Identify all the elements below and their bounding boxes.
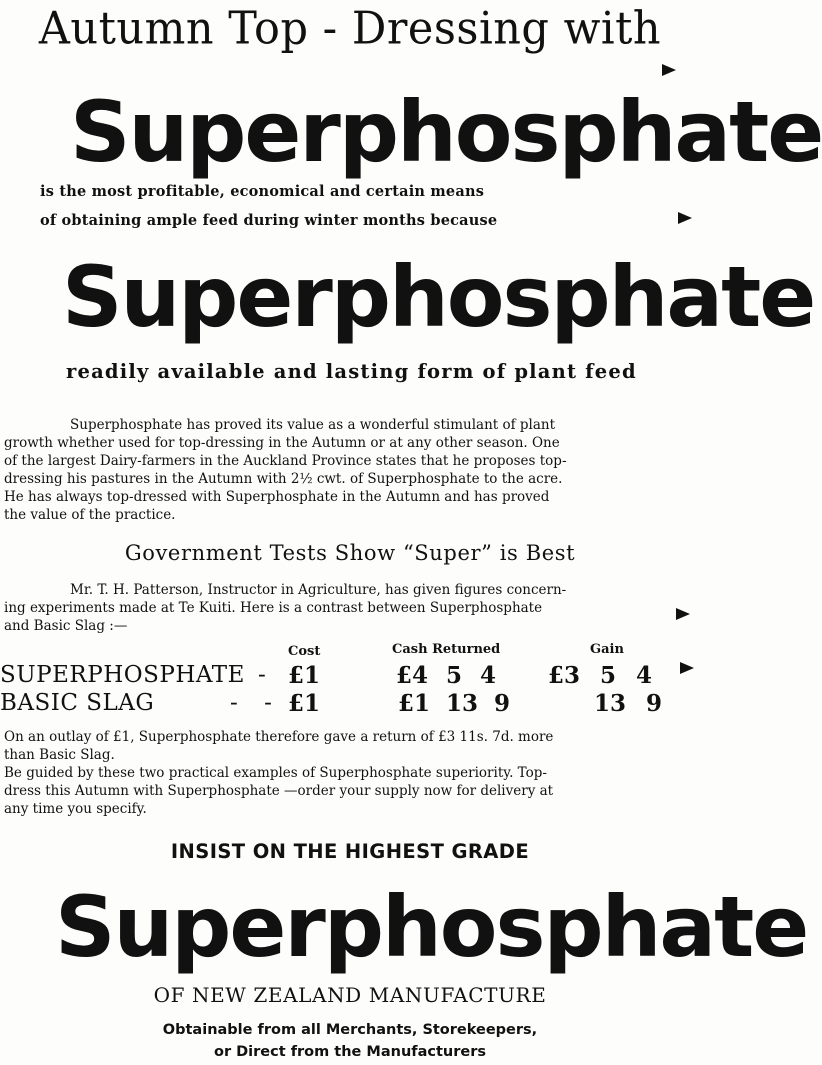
paragraph-outlay (4, 728, 660, 818)
tagline-line-2: of obtaining ample feed during winter months because (40, 212, 498, 229)
para1-line: growth whether used for top-dressing in the Autumn or at any other season. One (4, 435, 560, 451)
cell-cash-returned: £4 5 4 (396, 662, 497, 689)
para2-line: and Basic Slag :— (4, 618, 128, 634)
header-gain: Gain (590, 642, 624, 657)
margin-mark-icon (680, 662, 694, 674)
para3-line: dress this Autumn with Superphosphate —order your supply now for delivery at (4, 783, 554, 799)
para1-line: of the largest Dairy-farmers in the Auckland Province states that he proposes top- (4, 453, 567, 469)
insist-heading: INSIST ON THE HIGHEST GRADE (170, 840, 530, 863)
para3-line: any time you specify. (4, 801, 147, 817)
readily-available-line: readily available and lasting form of plant feed (66, 360, 637, 383)
row-label-superphosphate: SUPERPHOSPHATE (0, 662, 245, 688)
margin-mark-icon (662, 64, 676, 76)
header-cost: Cost (288, 644, 321, 659)
obtainable-line-1: Obtainable from all Merchants, Storekeepers, (162, 1022, 538, 1038)
paragraph-dairy-farmer (4, 416, 660, 524)
para2-line: ing experiments made at Te Kuiti. Here is a contrast between Superphosphate (4, 600, 543, 616)
superphosphate-title-1: Superphosphate (70, 83, 822, 181)
comparison-table (0, 642, 700, 722)
margin-mark-icon (676, 608, 690, 620)
header-cash-returned: Cash Returned (392, 642, 501, 657)
para1-line: He has always top-dressed with Superphosphate in the Autumn and has proved (4, 489, 550, 505)
margin-mark-icon (678, 212, 692, 224)
cell-cost: £1 (288, 690, 321, 717)
government-tests-heading: Government Tests Show “Super” is Best (124, 541, 576, 565)
superphosphate-title-3: Superphosphate (55, 878, 808, 976)
para2-line: Mr. T. H. Patterson, Instructor in Agriculture, has given figures concern- (70, 582, 567, 598)
row-dash: - - (230, 690, 273, 716)
para1-line: Superphosphate has proved its value as a wonderful stimulant of plant (70, 417, 556, 433)
para1-line: dressing his pastures in the Autumn with 2½ cwt. of Superphosphate to the acre. (4, 471, 563, 487)
headline: Autumn Top - Dressing with (38, 2, 662, 56)
para3-line: Be guided by these two practical examples of Superphosphate superiority. Top- (4, 765, 547, 781)
nz-manufacture-line: OF NEW ZEALAND MANUFACTURE (153, 983, 547, 1007)
row-label-basic-slag: BASIC SLAG (0, 690, 155, 716)
cell-cost: £1 (288, 662, 321, 689)
paragraph-patterson (4, 581, 660, 635)
para3-line: than Basic Slag. (4, 747, 115, 763)
para1-line: the value of the practice. (4, 507, 176, 523)
cell-gain: 13 9 (594, 690, 663, 717)
superphosphate-title-2: Superphosphate (62, 248, 815, 346)
row-dash: - (258, 662, 267, 688)
cell-gain: £3 5 4 (548, 662, 653, 689)
para3-line: On an outlay of £1, Superphosphate therefore gave a return of £3 11s. 7d. more (4, 729, 554, 745)
tagline-line-1: is the most profitable, economical and certain means (40, 183, 485, 200)
cell-cash-returned: £1 13 9 (398, 690, 511, 717)
obtainable-line-2: or Direct from the Manufacturers (213, 1044, 486, 1060)
